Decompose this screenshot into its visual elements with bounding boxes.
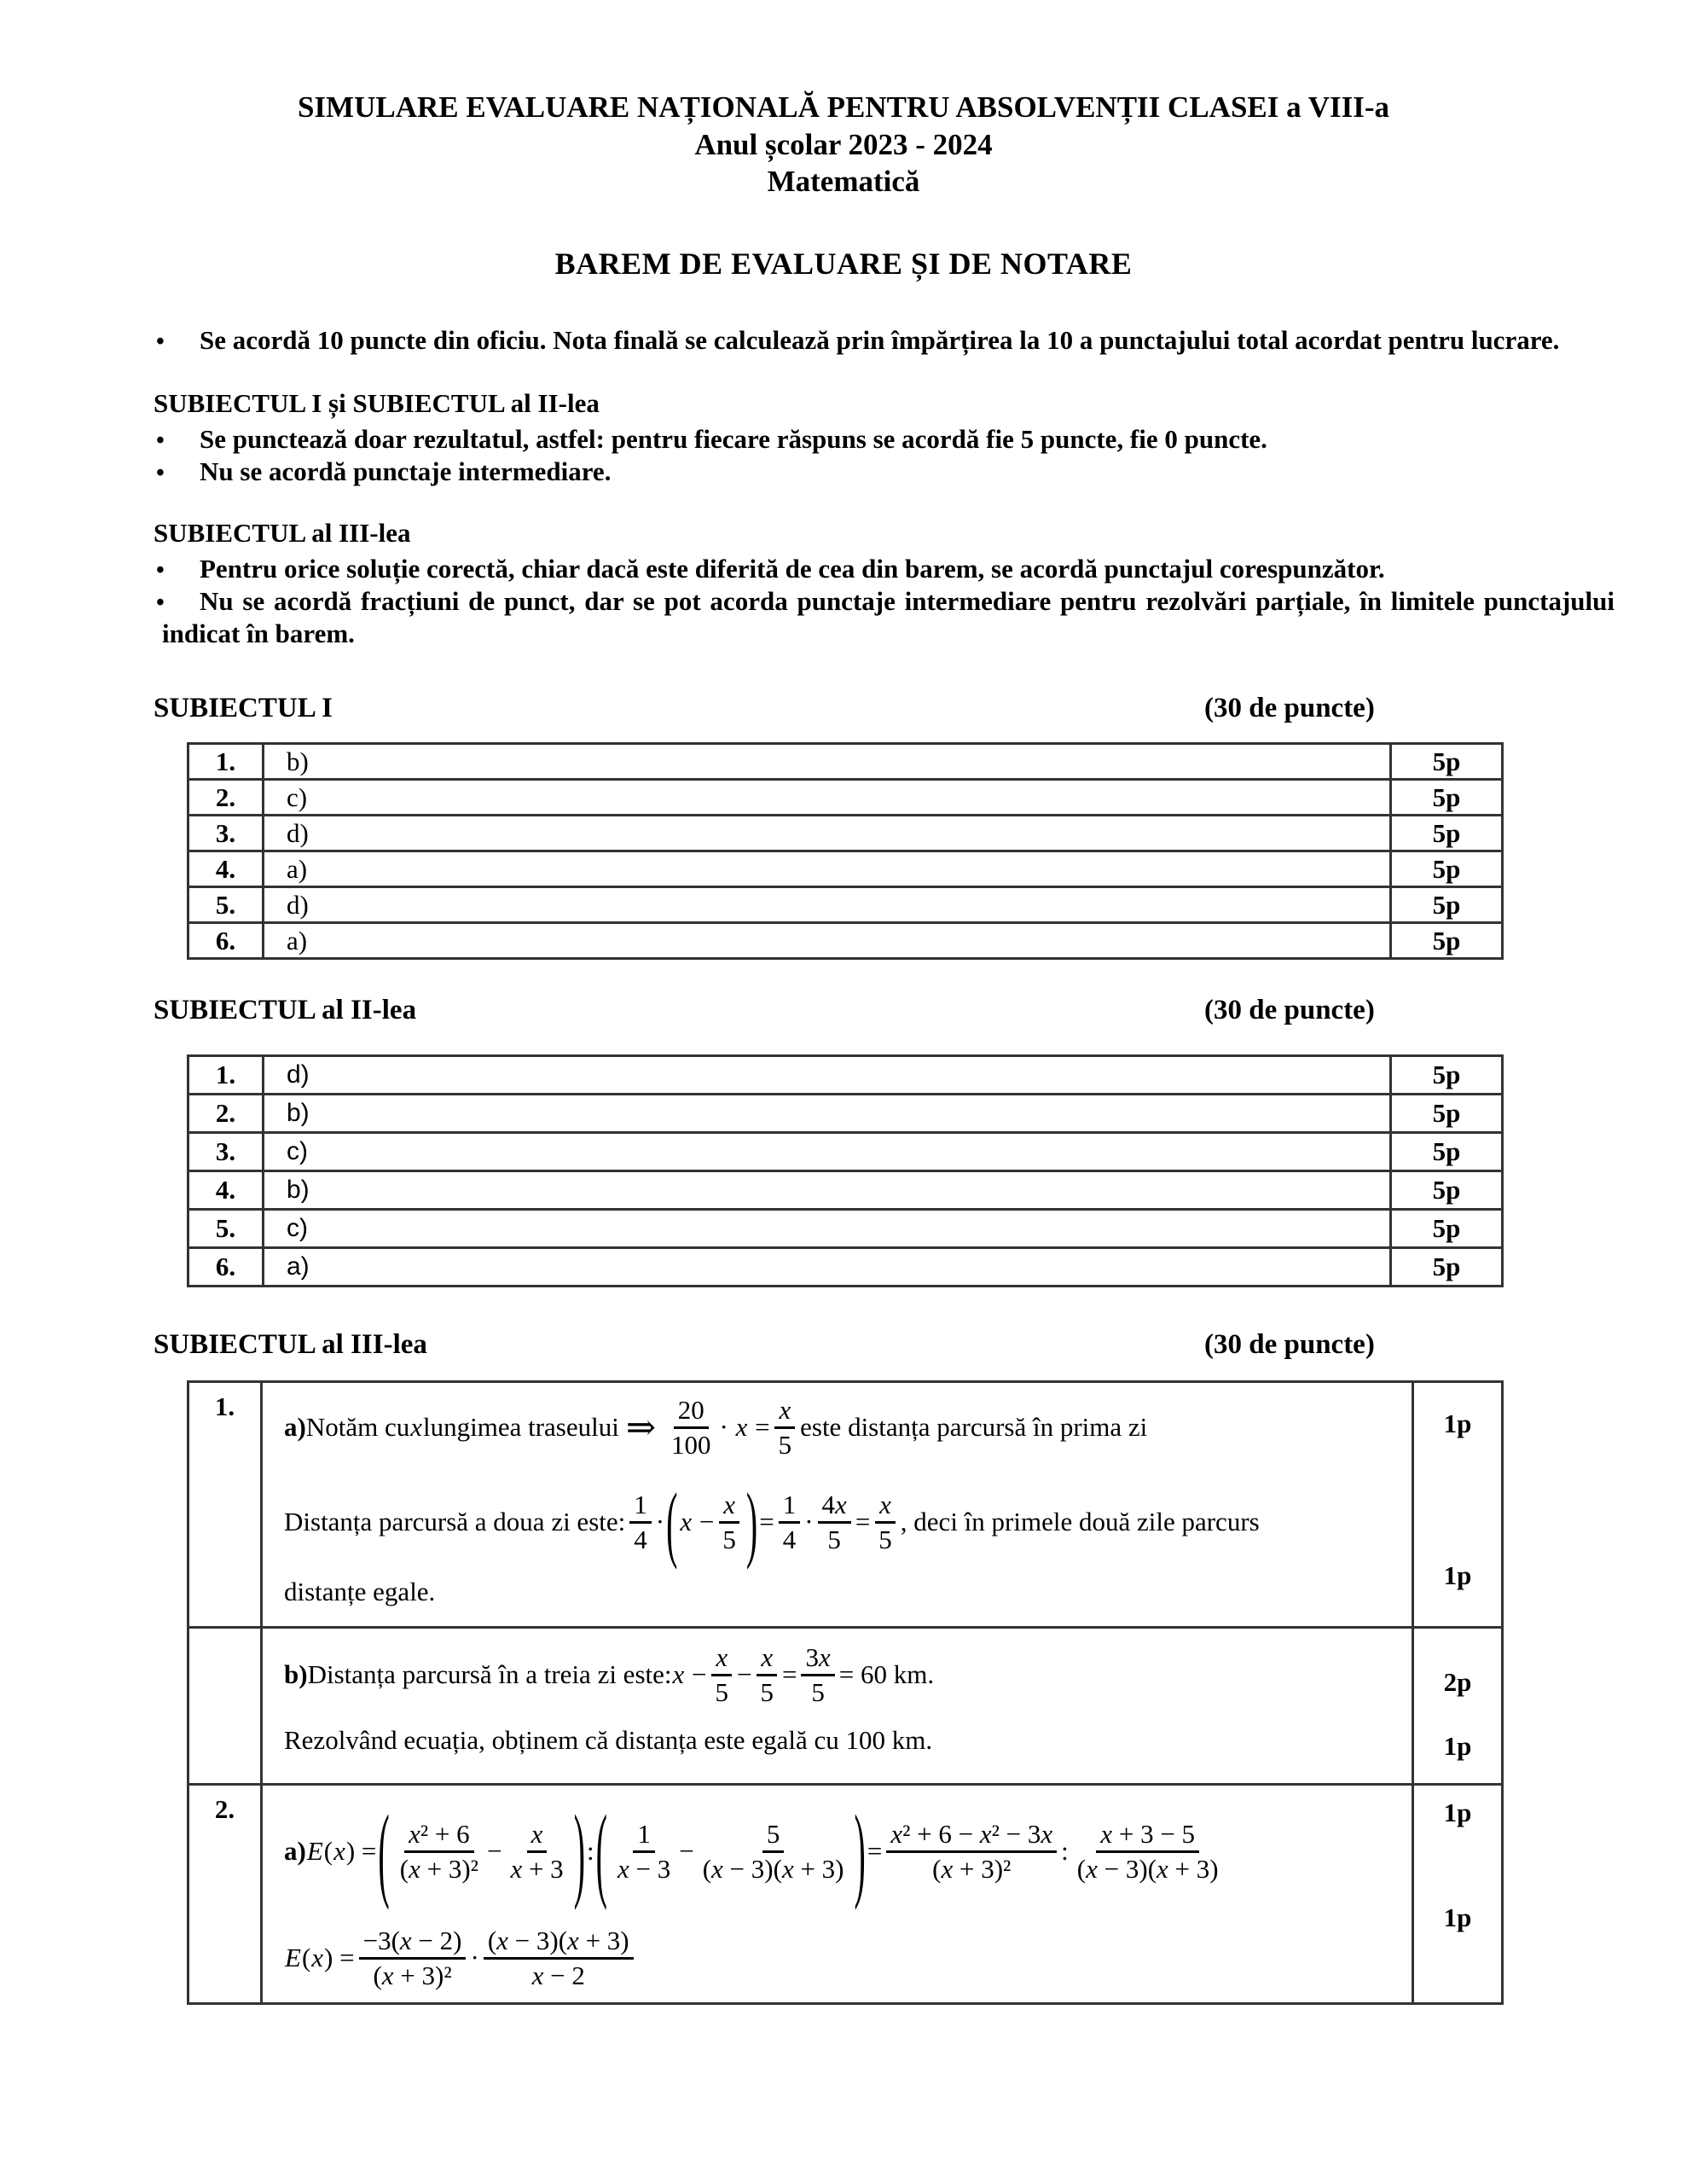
item-number: 5. <box>188 887 264 923</box>
section2-answers-table <box>187 1054 1504 1287</box>
text-run: = 60 km. <box>838 1659 935 1689</box>
item-points: 5p <box>1391 1210 1503 1248</box>
answer-row <box>188 923 1503 959</box>
item-points-cell <box>1413 1382 1503 1628</box>
fraction-numerator: −3(x − 2) <box>359 1926 467 1960</box>
bullet-item: • Nu se acordă punctaje intermediare. <box>156 456 1615 489</box>
fraction-denominator: 5 <box>878 1524 892 1554</box>
bullet-item: • Nu se acordă fracțiuni de punct, dar se pot acorda punctaje intermediare pentru rezolvări parțiale, în limitele punctajului indicat în barem. <box>156 586 1615 648</box>
step-points: 2p <box>1443 1667 1472 1697</box>
solution-content <box>262 1785 1413 2004</box>
fraction <box>874 1490 896 1554</box>
item-points-cell <box>1413 1785 1503 2004</box>
math-run: = <box>759 1507 774 1536</box>
item-answer: c) <box>264 1210 1391 1248</box>
step-points: 1p <box>1443 1409 1472 1438</box>
math-run: : <box>587 1836 594 1866</box>
step-points: 1p <box>1443 1798 1472 1827</box>
bullet-dot-icon: • <box>156 460 165 486</box>
text-run: este distanța parcursă în prima zi <box>800 1412 1148 1442</box>
big-paren: ) <box>745 1473 758 1571</box>
fraction <box>506 1820 567 1884</box>
text-run: , deci în primele două zile parcurs <box>900 1507 1260 1536</box>
solution-line <box>284 1630 1405 1719</box>
fraction <box>801 1643 834 1707</box>
rules-s3-title: SUBIECTUL al III-lea <box>154 518 411 548</box>
math-run: = <box>855 1507 871 1536</box>
item-number <box>188 1628 262 1785</box>
item-points: 5p <box>1391 780 1503 816</box>
item-answer: d) <box>264 1056 1391 1095</box>
bold-text-run: b) <box>284 1659 308 1689</box>
fraction-numerator: 1 <box>779 1490 801 1524</box>
fraction-denominator: 5 <box>722 1524 736 1554</box>
fraction-numerator: 20 <box>674 1396 709 1429</box>
math-run: · <box>470 1943 479 1972</box>
fraction <box>484 1926 634 1990</box>
fraction-denominator: (x − 3)(x + 3) <box>702 1853 844 1884</box>
item-answer: b) <box>264 1095 1391 1133</box>
section3-heading: SUBIECTUL al III-lea <box>154 1329 427 1360</box>
fraction-denominator: 5 <box>760 1676 774 1707</box>
big-paren: ) <box>854 1792 866 1911</box>
barem-heading: BAREM DE EVALUARE ȘI DE NOTARE <box>554 247 1133 281</box>
fraction-numerator: x <box>527 1820 548 1853</box>
item-answer: b) <box>264 744 1391 780</box>
bold-text-run: a) <box>284 1836 306 1866</box>
text-run: Distanța parcursă în a treia zi este: <box>307 1659 672 1689</box>
item-number: 4. <box>188 1171 264 1210</box>
item-points: 5p <box>1391 851 1503 887</box>
answer-row <box>188 1095 1503 1133</box>
answer-row <box>188 1210 1503 1248</box>
fraction-denominator: (x − 3)(x + 3) <box>1076 1853 1219 1884</box>
doc-school-year: Anul școlar 2023 - 2024 <box>694 128 993 161</box>
fraction-denominator: 4 <box>782 1524 797 1554</box>
fraction <box>613 1820 675 1884</box>
math-run: E(x) = <box>285 1943 355 1972</box>
solution-row <box>188 1382 1503 1628</box>
rules-s12-list <box>156 424 1615 489</box>
item-number: 6. <box>188 1248 264 1287</box>
item-number: 2. <box>188 1785 262 2004</box>
item-number: 6. <box>188 923 264 959</box>
math-run: − <box>486 1836 502 1866</box>
bold-text-run: a) <box>284 1412 306 1442</box>
item-points: 5p <box>1391 1133 1503 1171</box>
fraction-denominator: x − 2 <box>531 1960 585 1990</box>
item-points: 5p <box>1391 1056 1503 1095</box>
fraction-numerator: x <box>757 1643 777 1676</box>
fraction-denominator: 5 <box>778 1429 792 1460</box>
fraction-denominator: 5 <box>715 1676 728 1707</box>
solution-line <box>284 1383 1405 1472</box>
fraction-denominator: 5 <box>827 1524 841 1554</box>
answer-row <box>188 851 1503 887</box>
big-paren: ( <box>666 1473 678 1571</box>
doc-title: SIMULARE EVALUARE NAȚIONALĂ PENTRU ABSOLVENȚII CLASEI a VIII-a <box>297 90 1390 124</box>
text-run: distanțe egale. <box>284 1577 436 1606</box>
fraction-numerator: x <box>774 1396 795 1429</box>
section2-heading: SUBIECTUL al II-lea <box>154 995 417 1025</box>
answer-row <box>188 816 1503 851</box>
item-number: 3. <box>188 816 264 851</box>
item-points-cell <box>1413 1628 1503 1785</box>
math-run: · <box>804 1507 814 1536</box>
solution-line <box>284 1719 1405 1762</box>
item-number: 5. <box>188 1210 264 1248</box>
fraction <box>711 1643 733 1707</box>
fraction-numerator: x <box>719 1490 739 1524</box>
bullet-dot-icon: • <box>156 557 165 584</box>
fraction-numerator: x² + 6 <box>404 1820 474 1853</box>
bullet-item: • Se punctează doar rezultatul, astfel: pentru fiecare răspuns se acordă fie 5 puncte, fie 0 puncte. <box>156 424 1615 456</box>
answer-row <box>188 1248 1503 1287</box>
section1-answers-table <box>187 742 1504 960</box>
fraction-numerator: 3x <box>801 1643 834 1676</box>
solution-row <box>188 1785 1503 2004</box>
fraction-denominator: (x + 3)² <box>399 1853 478 1884</box>
answer-row <box>188 1056 1503 1095</box>
math-run: = <box>781 1659 797 1689</box>
math-run: − <box>737 1659 752 1689</box>
item-answer: a) <box>264 1248 1391 1287</box>
item-number: 4. <box>188 851 264 887</box>
item-points: 5p <box>1391 1095 1503 1133</box>
item-answer: d) <box>264 816 1391 851</box>
fraction-denominator: x + 3 <box>510 1853 564 1884</box>
fraction-numerator: 1 <box>629 1490 652 1524</box>
item-points: 5p <box>1391 923 1503 959</box>
solution-line <box>284 1572 1405 1612</box>
section3-points-label: (30 de puncte) <box>1204 1329 1375 1360</box>
bullet-dot-icon: • <box>156 427 165 454</box>
math-run: = <box>867 1836 883 1866</box>
bullet-item: • Pentru orice soluție corectă, chiar dacă este diferită de cea din barem, se acordă punctajul corespunzător. <box>156 554 1615 586</box>
big-paren: ( <box>378 1792 390 1911</box>
bullet-item: • Se acordă 10 puncte din oficiu. Nota finală se calculează prin împărțirea la 10 a punctajului total acordat pentru lucrare. <box>156 325 1615 357</box>
math-run: − <box>679 1836 694 1866</box>
item-answer: c) <box>264 780 1391 816</box>
item-points: 5p <box>1391 1171 1503 1210</box>
item-points: 5p <box>1391 887 1503 923</box>
fraction <box>779 1490 801 1554</box>
answer-row <box>188 1133 1503 1171</box>
big-paren: ) <box>573 1792 586 1911</box>
math-run: · <box>655 1507 665 1536</box>
item-number: 3. <box>188 1133 264 1171</box>
rules-s3-list <box>156 554 1615 649</box>
math-run: x − <box>672 1659 707 1689</box>
rules-s12-title: SUBIECTUL I și SUBIECTUL al II-lea <box>154 388 600 418</box>
step-points: 1p <box>1443 1902 1472 1932</box>
step-points: 1p <box>1443 1731 1472 1761</box>
fraction <box>396 1820 483 1884</box>
solution-content <box>262 1382 1413 1628</box>
fraction <box>756 1643 778 1707</box>
bullet-dot-icon: • <box>156 328 165 355</box>
fraction <box>667 1396 716 1460</box>
answer-row <box>188 887 1503 923</box>
text-run: lungimea traseului <box>422 1412 619 1442</box>
section1-heading: SUBIECTUL I <box>154 693 333 723</box>
doc-subject: Matematică <box>767 165 920 198</box>
fraction <box>718 1490 740 1554</box>
fraction <box>886 1820 1057 1884</box>
item-answer: a) <box>264 851 1391 887</box>
item-number: 1. <box>188 1056 264 1095</box>
fraction-denominator: (x + 3)² <box>373 1960 452 1990</box>
math-run: : <box>1061 1836 1069 1866</box>
math-run: E(x) = <box>306 1836 377 1866</box>
fraction-numerator: x² + 6 − x² − 3x <box>886 1820 1057 1853</box>
section1-points-label: (30 de puncte) <box>1204 693 1375 723</box>
fraction-denominator: x − 3 <box>617 1853 671 1884</box>
fraction-numerator: 1 <box>633 1820 655 1853</box>
fraction <box>699 1820 849 1884</box>
item-answer: d) <box>264 887 1391 923</box>
math-run: · x = <box>719 1412 770 1442</box>
solution-row <box>188 1628 1503 1785</box>
fraction-numerator: x + 3 − 5 <box>1096 1820 1199 1853</box>
big-paren: ( <box>595 1792 607 1911</box>
solution-content <box>262 1628 1413 1785</box>
fraction-denominator: (x + 3)² <box>932 1853 1012 1884</box>
fraction-numerator: x <box>711 1643 732 1676</box>
item-points: 5p <box>1391 1248 1503 1287</box>
item-answer: c) <box>264 1133 1391 1171</box>
math-run: x − <box>680 1507 715 1536</box>
item-points: 5p <box>1391 816 1503 851</box>
item-number: 1. <box>188 744 264 780</box>
fraction-numerator: 5 <box>762 1820 785 1853</box>
fraction <box>818 1490 851 1554</box>
fraction <box>774 1396 797 1460</box>
fraction-numerator: x <box>875 1490 896 1524</box>
general-notes-list <box>156 325 1615 357</box>
solution-line <box>284 1472 1405 1572</box>
solution-line <box>284 1915 1405 2001</box>
answer-row <box>188 744 1503 780</box>
section3-solutions-table <box>187 1380 1504 2005</box>
item-points: 5p <box>1391 744 1503 780</box>
fraction <box>359 1926 467 1990</box>
item-answer: b) <box>264 1171 1391 1210</box>
fraction-denominator: 4 <box>634 1524 647 1554</box>
bullet-dot-icon: • <box>156 590 165 616</box>
fraction <box>1073 1820 1223 1884</box>
text-run: Distanța parcursă a doua zi este: <box>284 1507 626 1536</box>
solution-line <box>284 1787 1405 1915</box>
fraction-numerator: (x − 3)(x + 3) <box>484 1926 634 1960</box>
fraction-denominator: 100 <box>671 1429 711 1460</box>
item-number: 2. <box>188 1095 264 1133</box>
item-number: 2. <box>188 780 264 816</box>
answer-row <box>188 1171 1503 1210</box>
item-number: 1. <box>188 1382 262 1628</box>
text-run: Notăm cu <box>305 1412 410 1442</box>
math-run: x <box>410 1412 422 1442</box>
item-answer: a) <box>264 923 1391 959</box>
implies-arrow: ⇒ <box>625 1409 657 1448</box>
step-points: 1p <box>1443 1560 1472 1590</box>
section2-points-label: (30 de puncte) <box>1204 995 1375 1025</box>
fraction-numerator: 4x <box>818 1490 851 1524</box>
fraction <box>629 1490 652 1554</box>
text-run: Rezolvând ecuația, obținem că distanța este egală cu 100 km. <box>284 1725 933 1755</box>
answer-row <box>188 780 1503 816</box>
fraction-denominator: 5 <box>811 1676 825 1707</box>
